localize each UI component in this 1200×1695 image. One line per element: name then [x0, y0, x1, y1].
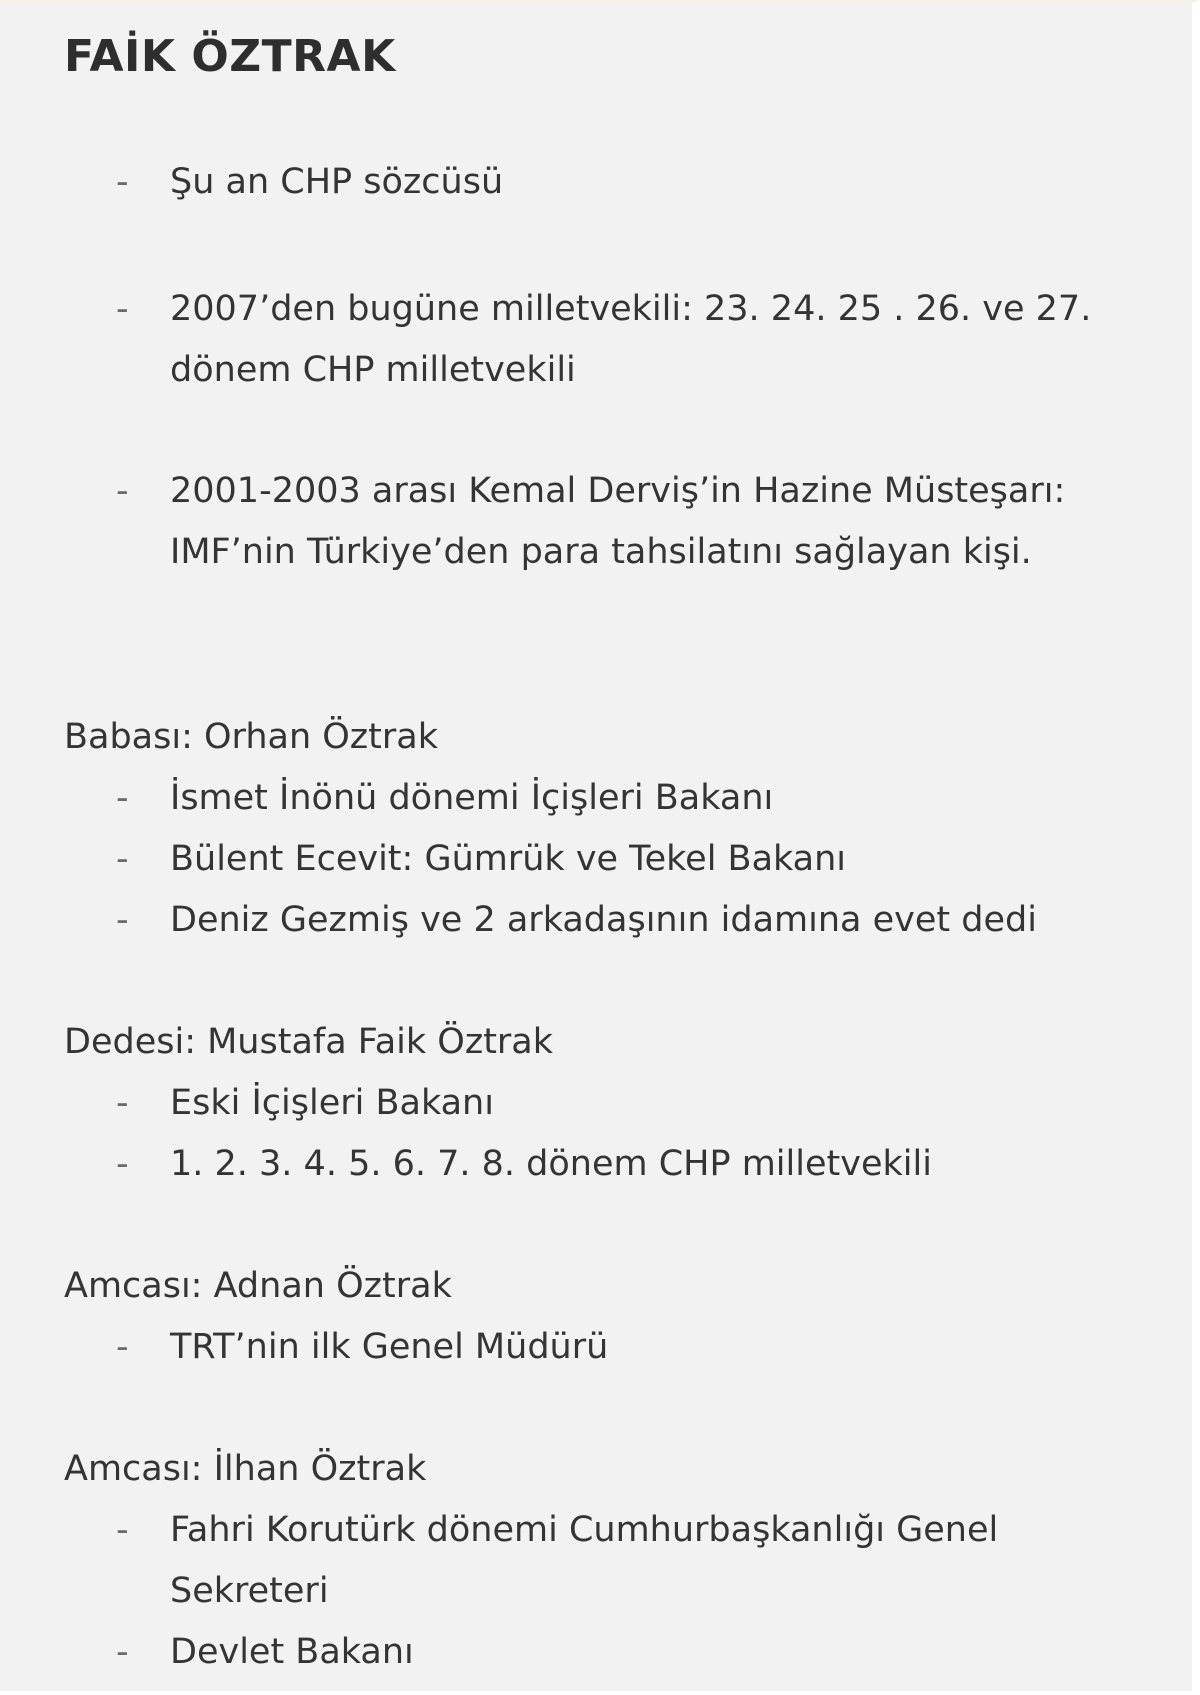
bullet-dash: - — [116, 839, 129, 879]
bullet-dash: - — [116, 162, 129, 202]
list-item — [116, 1622, 1126, 1683]
list-item — [116, 461, 1126, 583]
bullet-dash: - — [116, 1083, 129, 1123]
bullet-dash: - — [116, 778, 129, 818]
list-item-text: 2001-2003 arası Kemal Derviş’in Hazine Müsteşarı: IMF’nin Türkiye’den para tahsilatını sağlayan kişi. — [170, 471, 1066, 572]
bullet-dash: - — [116, 900, 129, 940]
bullet-dash: - — [116, 471, 129, 511]
list-item-text: İsmet İnönü dönemi İçişleri Bakanı — [170, 778, 774, 818]
bullet-dash: - — [116, 1632, 129, 1672]
bullet-dash: - — [116, 1144, 129, 1184]
section-label-father: Babası: Orhan Öztrak — [64, 717, 439, 757]
list-item — [116, 768, 1126, 829]
section-label-uncle-adnan: Amcası: Adnan Öztrak — [64, 1266, 452, 1306]
document-title: FAİK ÖZTRAK — [64, 31, 396, 82]
list-item — [116, 1134, 1126, 1195]
list-item-text: 2007’den bugüne milletvekili: 23. 24. 25 . 26. ve 27. dönem CHP milletvekili — [170, 289, 1092, 390]
list-item-text: TRT’nin ilk Genel Müdürü — [170, 1327, 609, 1367]
bullet-dash: - — [116, 289, 129, 329]
list-item-text: Deniz Gezmiş ve 2 arkadaşının idamına evet dedi — [170, 900, 1037, 940]
list-item-text: Bülent Ecevit: Gümrük ve Tekel Bakanı — [170, 839, 847, 879]
list-item — [116, 1073, 1126, 1134]
list-item-text: Eski İçişleri Bakanı — [170, 1083, 494, 1123]
section-label-grandfather: Dedesi: Mustafa Faik Öztrak — [64, 1022, 554, 1062]
list-item-text: 1. 2. 3. 4. 5. 6. 7. 8. dönem CHP milletvekili — [170, 1144, 932, 1184]
list-item — [116, 829, 1126, 890]
section-label-uncle-ilhan: Amcası: İlhan Öztrak — [64, 1449, 427, 1489]
list-item-text: Fahri Korutürk dönemi Cumhurbaşkanlığı Genel Sekreteri — [170, 1510, 999, 1611]
bullet-dash: - — [116, 1510, 129, 1550]
list-item — [116, 279, 1126, 401]
list-item — [116, 1500, 1126, 1622]
bullet-dash: - — [116, 1327, 129, 1367]
list-item — [116, 1317, 1126, 1378]
list-item-text: Şu an CHP sözcüsü — [170, 162, 504, 202]
list-item-text: Devlet Bakanı — [170, 1632, 414, 1672]
list-item — [116, 152, 1126, 213]
list-item — [116, 890, 1126, 951]
